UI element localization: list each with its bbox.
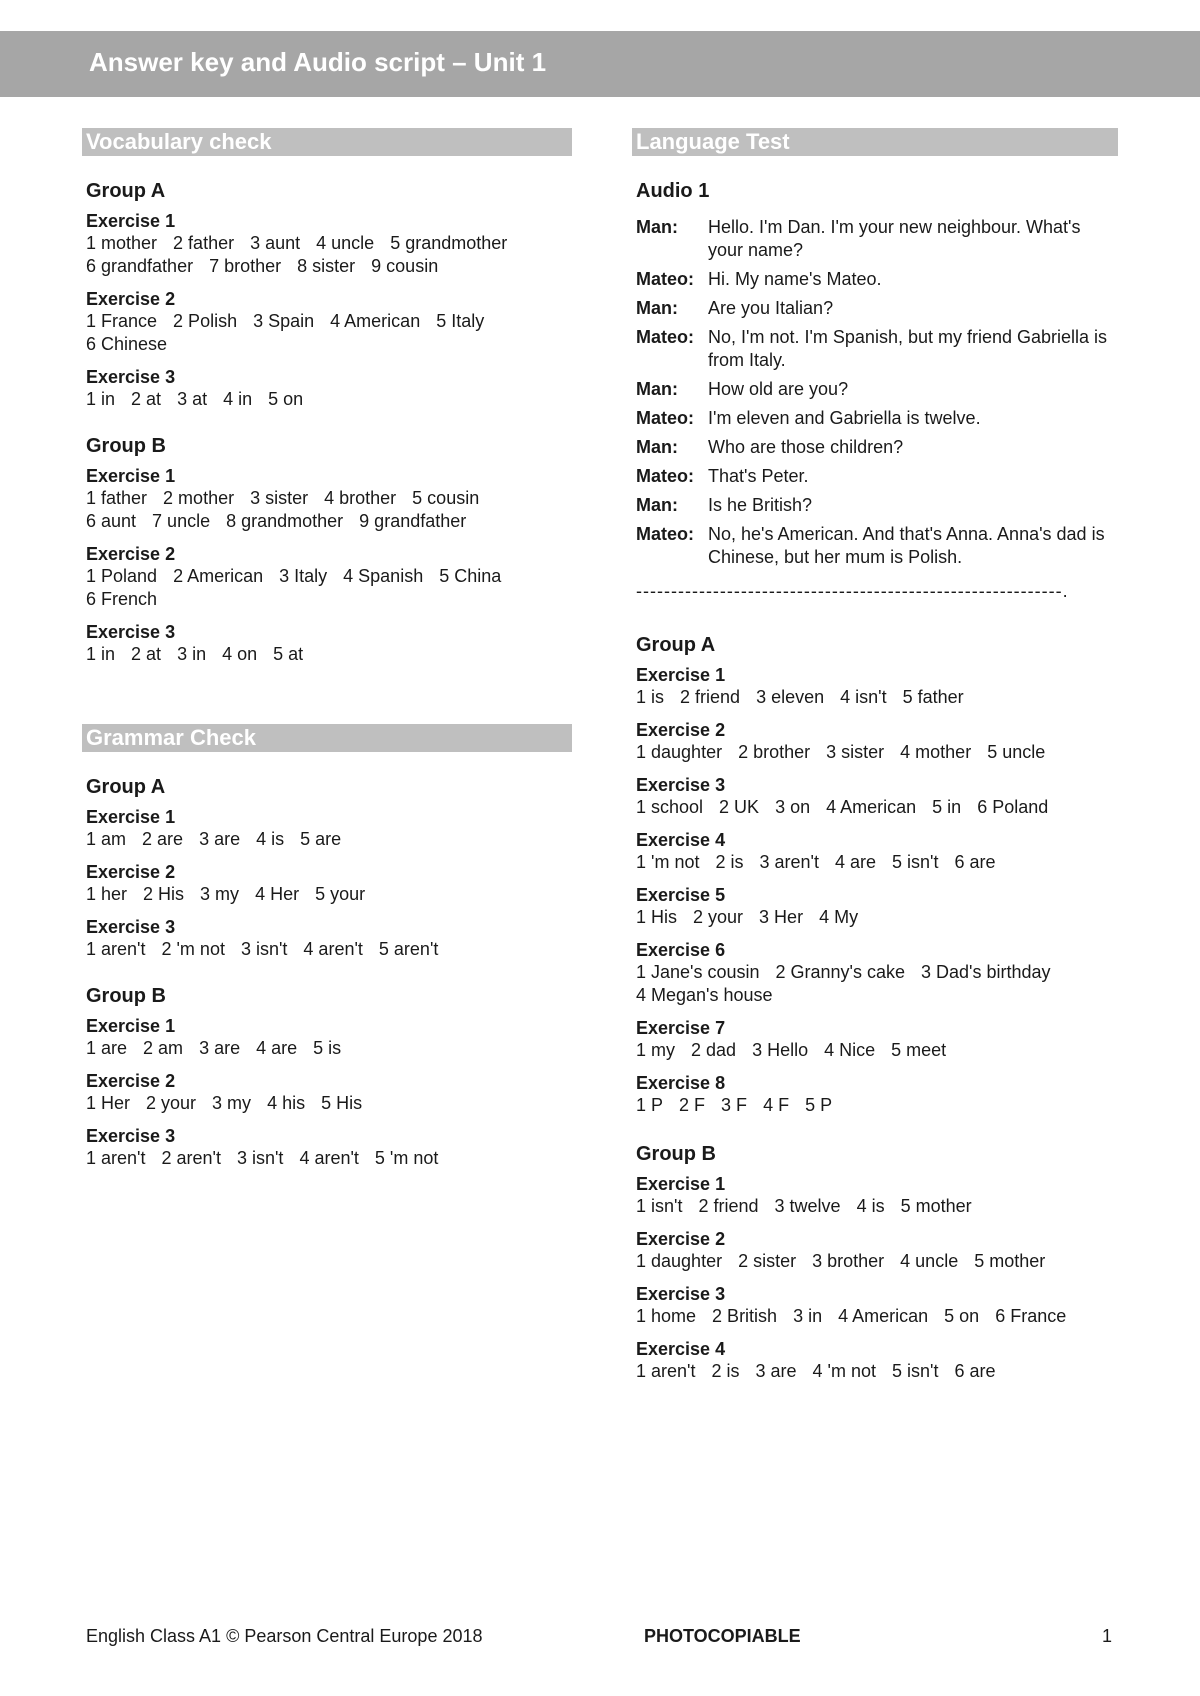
answer-item: 4 is [856, 1196, 885, 1216]
answer-item: 5 uncle [987, 742, 1046, 762]
answer-item: 5 Italy [436, 311, 485, 331]
answer-item: 6 are [954, 1361, 996, 1381]
answer-item: 5 mother [974, 1251, 1046, 1271]
answer-line [86, 1092, 572, 1115]
speaker-name: Man: [636, 495, 678, 515]
answer-line [636, 1094, 1118, 1117]
answer-item: 3 sister [250, 488, 309, 508]
answer-item: 2 Polish [173, 311, 238, 331]
answer-item: 1 aren't [636, 1361, 696, 1381]
dialogue-line [636, 436, 1118, 459]
answer-item: 1 in [86, 644, 116, 664]
answer-item: 2 'm not [161, 939, 225, 959]
group-title: Group B [636, 1143, 716, 1165]
footer-copyright: English Class A1 © Pearson Central Europe 2018 [86, 1626, 483, 1646]
dialogue-line [636, 268, 1118, 291]
answer-item: 5 at [273, 644, 304, 664]
exercise-title: Exercise 1 [86, 807, 176, 827]
answer-item: 7 uncle [152, 511, 211, 531]
answer-item: 6 French [86, 589, 158, 609]
answer-item: 8 grandmother [226, 511, 344, 531]
answer-item: 4 aren't [299, 1148, 359, 1168]
answer-item: 2 UK [719, 797, 760, 817]
dialogue-text: Hello. I'm Dan. I'm your new neighbour. What's your name? [708, 217, 1081, 260]
answer-line [86, 938, 572, 961]
answer-line [86, 255, 572, 278]
section-title-vocabulary: Vocabulary check [82, 128, 572, 156]
answer-item: 5 His [321, 1093, 363, 1113]
answer-item: 1 P [636, 1095, 664, 1115]
speaker-name: Mateo: [636, 466, 694, 486]
answer-item: 5 meet [891, 1040, 947, 1060]
separator-line: -------------------------------------------------------------. [636, 581, 1069, 601]
answer-item: 3 are [199, 1038, 241, 1058]
answer-item: 5 mother [900, 1196, 972, 1216]
answer-item: 5 isn't [892, 1361, 939, 1381]
answer-item: 3 eleven [756, 687, 825, 707]
answer-line [636, 1305, 1118, 1328]
exercise-title: Exercise 1 [86, 1016, 176, 1036]
answer-item: 1 His [636, 907, 678, 927]
answer-item: 1 'm not [636, 852, 700, 872]
answer-item: 4 Her [255, 884, 300, 904]
answer-item: 1 isn't [636, 1196, 683, 1216]
answer-item: 7 brother [209, 256, 282, 276]
answer-item: 4 Megan's house [636, 985, 773, 1005]
answer-item: 1 mother [86, 233, 158, 253]
answer-item: 2 friend [680, 687, 741, 707]
exercise-title: Exercise 3 [86, 917, 176, 937]
answer-item: 2 your [146, 1093, 197, 1113]
answer-item: 2 British [712, 1306, 778, 1326]
speaker-name: Man: [636, 379, 678, 399]
answer-item: 1 my [636, 1040, 676, 1060]
exercise-title: Exercise 6 [636, 940, 726, 960]
answer-item: 5 'm not [374, 1148, 439, 1168]
speaker-name: Mateo: [636, 327, 694, 347]
answer-line [86, 588, 572, 611]
answer-item: 2 brother [738, 742, 811, 762]
dialogue-line [636, 216, 1118, 262]
answer-item: 4 is [256, 829, 285, 849]
page-title: Answer key and Audio script – Unit 1 [89, 47, 547, 77]
answer-line [86, 565, 572, 588]
answer-item: 5 is [313, 1038, 342, 1058]
answer-item: 2 is [715, 852, 744, 872]
exercise-title: Exercise 2 [86, 289, 176, 309]
answer-item: 4 are [834, 852, 876, 872]
answer-item: 3 my [212, 1093, 252, 1113]
dialogue-line [636, 326, 1118, 372]
exercise-title: Exercise 3 [86, 367, 176, 387]
dialogue-text: Who are those children? [708, 437, 904, 457]
answer-item: 5 isn't [892, 852, 939, 872]
answer-line [636, 796, 1118, 819]
section-title-grammar: Grammar Check [82, 724, 572, 752]
answer-item: 4 his [267, 1093, 306, 1113]
right-column [632, 128, 1118, 1383]
answer-item: 9 grandfather [359, 511, 467, 531]
answer-item: 4 mother [900, 742, 972, 762]
answer-item: 1 her [86, 884, 128, 904]
exercise-title: Exercise 1 [636, 665, 726, 685]
exercise-title: Exercise 2 [86, 544, 176, 564]
answer-item: 5 cousin [412, 488, 480, 508]
group-title: Group A [86, 180, 166, 202]
exercise-title: Exercise 8 [636, 1073, 726, 1093]
speaker-name: Mateo: [636, 524, 694, 544]
answer-item: 6 are [954, 852, 996, 872]
answer-item: 5 in [932, 797, 962, 817]
answer-item: 9 cousin [371, 256, 439, 276]
answer-line [86, 487, 572, 510]
answer-line [636, 851, 1118, 874]
answer-item: 6 aunt [86, 511, 137, 531]
answer-item: 6 Poland [977, 797, 1049, 817]
answer-item: 4 American [826, 797, 917, 817]
answer-item: 3 Dad's birthday [921, 962, 1051, 982]
audio-script [636, 216, 1118, 569]
answer-item: 2 father [173, 233, 235, 253]
answer-item: 4 aren't [303, 939, 363, 959]
answer-item: 4 American [330, 311, 421, 331]
answer-item: 3 are [199, 829, 241, 849]
answer-item: 5 on [268, 389, 304, 409]
answer-line [636, 1250, 1118, 1273]
dialogue-text: I'm eleven and Gabriella is twelve. [708, 408, 981, 428]
answer-item: 2 are [142, 829, 184, 849]
dialogue-text: That's Peter. [708, 466, 809, 486]
speaker-name: Man: [636, 217, 678, 237]
group-title: Group B [86, 435, 166, 457]
answer-line [86, 333, 572, 356]
answer-item: 8 sister [297, 256, 356, 276]
footer-photocopiable: PHOTOCOPIABLE [644, 1626, 801, 1646]
dialogue-text: No, I'm not. I'm Spanish, but my friend Gabriella is from Italy. [708, 327, 1108, 370]
answer-item: 2 sister [738, 1251, 797, 1271]
answer-item: 4 F [763, 1095, 790, 1115]
answer-item: 3 Hello [752, 1040, 809, 1060]
answer-item: 1 daughter [636, 1251, 723, 1271]
answer-item: 4 in [223, 389, 253, 409]
speaker-name: Man: [636, 298, 678, 318]
answer-item: 1 aren't [86, 939, 146, 959]
answer-item: 3 brother [812, 1251, 885, 1271]
answer-item: 5 are [300, 829, 342, 849]
dialogue-line [636, 297, 1118, 320]
exercise-title: Exercise 4 [636, 830, 726, 850]
answer-item: 1 Poland [86, 566, 158, 586]
answer-item: 2 at [131, 389, 162, 409]
answer-item: 3 aunt [250, 233, 301, 253]
answer-line [636, 961, 1118, 984]
answer-item: 1 home [636, 1306, 697, 1326]
answer-item: 3 in [177, 644, 207, 664]
dialogue-line [636, 378, 1118, 401]
answer-line [86, 232, 572, 255]
answer-item: 3 isn't [240, 939, 288, 959]
answer-item: 4 on [222, 644, 258, 664]
section-title-language-test: Language Test [632, 128, 1118, 156]
exercise-title: Exercise 3 [86, 1126, 176, 1146]
answer-item: 4 Nice [824, 1040, 876, 1060]
exercise-title: Exercise 4 [636, 1339, 726, 1359]
answer-item: 5 your [315, 884, 366, 904]
answer-item: 6 France [995, 1306, 1067, 1326]
answer-item: 1 Jane's cousin [636, 962, 760, 982]
exercise-title: Exercise 5 [636, 885, 726, 905]
answer-item: 4 Spanish [343, 566, 424, 586]
answer-line [86, 388, 572, 411]
answer-item: 2 is [711, 1361, 740, 1381]
dialogue-line [636, 494, 1118, 517]
answer-item: 3 are [755, 1361, 797, 1381]
answer-item: 3 aren't [759, 852, 819, 872]
dialogue-line [636, 407, 1118, 430]
answer-item: 3 on [775, 797, 811, 817]
page-number: 1 [1102, 1626, 1113, 1646]
answer-item: 1 is [636, 687, 665, 707]
grammar-groups [82, 774, 572, 1170]
answer-item: 3 Italy [279, 566, 328, 586]
dialogue-text: Hi. My name's Mateo. [708, 269, 882, 289]
answer-item: 4 'm not [812, 1361, 876, 1381]
answer-item: 4 American [838, 1306, 929, 1326]
answer-item: 4 brother [324, 488, 397, 508]
answer-line [636, 906, 1118, 929]
answer-item: 3 F [721, 1095, 748, 1115]
answer-item: 2 Granny's cake [775, 962, 906, 982]
answer-item: 4 uncle [900, 1251, 959, 1271]
answer-item: 2 your [693, 907, 744, 927]
dialogue-line [636, 465, 1118, 488]
answer-item: 3 isn't [236, 1148, 284, 1168]
answer-item: 2 F [679, 1095, 706, 1115]
answer-item: 4 My [819, 907, 859, 927]
answer-item: 1 in [86, 389, 116, 409]
answer-line [86, 828, 572, 851]
exercise-title: Exercise 1 [636, 1174, 726, 1194]
answer-item: 1 father [86, 488, 148, 508]
answer-item: 4 uncle [316, 233, 375, 253]
answer-item: 5 China [439, 566, 502, 586]
answer-item: 3 Spain [253, 311, 315, 331]
answer-item: 4 isn't [840, 687, 887, 707]
answer-item: 6 grandfather [86, 256, 194, 276]
language-test-groups [632, 632, 1118, 1383]
group-title: Group A [636, 634, 716, 656]
answer-item: 5 P [805, 1095, 833, 1115]
answer-item: 2 His [143, 884, 185, 904]
answer-line [86, 643, 572, 666]
answer-item: 2 am [143, 1038, 184, 1058]
speaker-name: Man: [636, 437, 678, 457]
exercise-title: Exercise 2 [636, 720, 726, 740]
dialogue-line [636, 523, 1118, 569]
exercise-title: Exercise 2 [86, 1071, 176, 1091]
dialogue-text: Is he British? [708, 495, 813, 515]
answer-item: 2 mother [163, 488, 235, 508]
answer-item: 5 father [902, 687, 964, 707]
answer-line [636, 1195, 1118, 1218]
vocabulary-groups [82, 178, 572, 666]
answer-item: 3 twelve [774, 1196, 841, 1216]
dialogue-text: No, he's American. And that's Anna. Anna's dad is Chinese, but her mum is Polish. [708, 524, 1105, 567]
answer-item: 1 daughter [636, 742, 723, 762]
answer-line [86, 1037, 572, 1060]
answer-item: 1 aren't [86, 1148, 146, 1168]
answer-item: 5 grandmother [390, 233, 508, 253]
exercise-title: Exercise 3 [86, 622, 176, 642]
exercise-title: Exercise 3 [636, 1284, 726, 1304]
dialogue-text: Are you Italian? [708, 298, 834, 318]
exercise-title: Exercise 2 [86, 862, 176, 882]
speaker-name: Mateo: [636, 408, 694, 428]
answer-line [86, 310, 572, 333]
answer-line [86, 883, 572, 906]
answer-item: 3 sister [826, 742, 885, 762]
answer-item: 2 aren't [161, 1148, 221, 1168]
exercise-title: Exercise 2 [636, 1229, 726, 1249]
answer-item: 3 my [200, 884, 240, 904]
answer-item: 3 in [793, 1306, 823, 1326]
dialogue-text: How old are you? [708, 379, 849, 399]
answer-line [86, 510, 572, 533]
answer-item: 1 France [86, 311, 158, 331]
answer-line [636, 1039, 1118, 1062]
left-column [82, 128, 572, 1170]
answer-line [86, 1147, 572, 1170]
exercise-title: Exercise 1 [86, 466, 176, 486]
answer-item: 5 on [944, 1306, 980, 1326]
answer-item: 1 are [86, 1038, 128, 1058]
answer-line [636, 984, 1118, 1007]
audio-title: Audio 1 [636, 180, 710, 202]
answer-item: 2 dad [691, 1040, 737, 1060]
exercise-title: Exercise 7 [636, 1018, 726, 1038]
answer-item: 4 are [256, 1038, 298, 1058]
answer-item: 3 at [177, 389, 208, 409]
answer-item: 6 Chinese [86, 334, 168, 354]
group-title: Group B [86, 985, 166, 1007]
exercise-title: Exercise 3 [636, 775, 726, 795]
answer-item: 1 Her [86, 1093, 131, 1113]
answer-item: 5 aren't [378, 939, 439, 959]
answer-item: 2 at [131, 644, 162, 664]
group-title: Group A [86, 776, 166, 798]
answer-line [636, 686, 1118, 709]
answer-line [636, 741, 1118, 764]
answer-item: 1 am [86, 829, 127, 849]
answer-item: 1 school [636, 797, 704, 817]
answer-item: 2 American [173, 566, 264, 586]
speaker-name: Mateo: [636, 269, 694, 289]
exercise-title: Exercise 1 [86, 211, 176, 231]
answer-line [636, 1360, 1118, 1383]
answer-item: 3 Her [759, 907, 804, 927]
answer-item: 2 friend [698, 1196, 759, 1216]
